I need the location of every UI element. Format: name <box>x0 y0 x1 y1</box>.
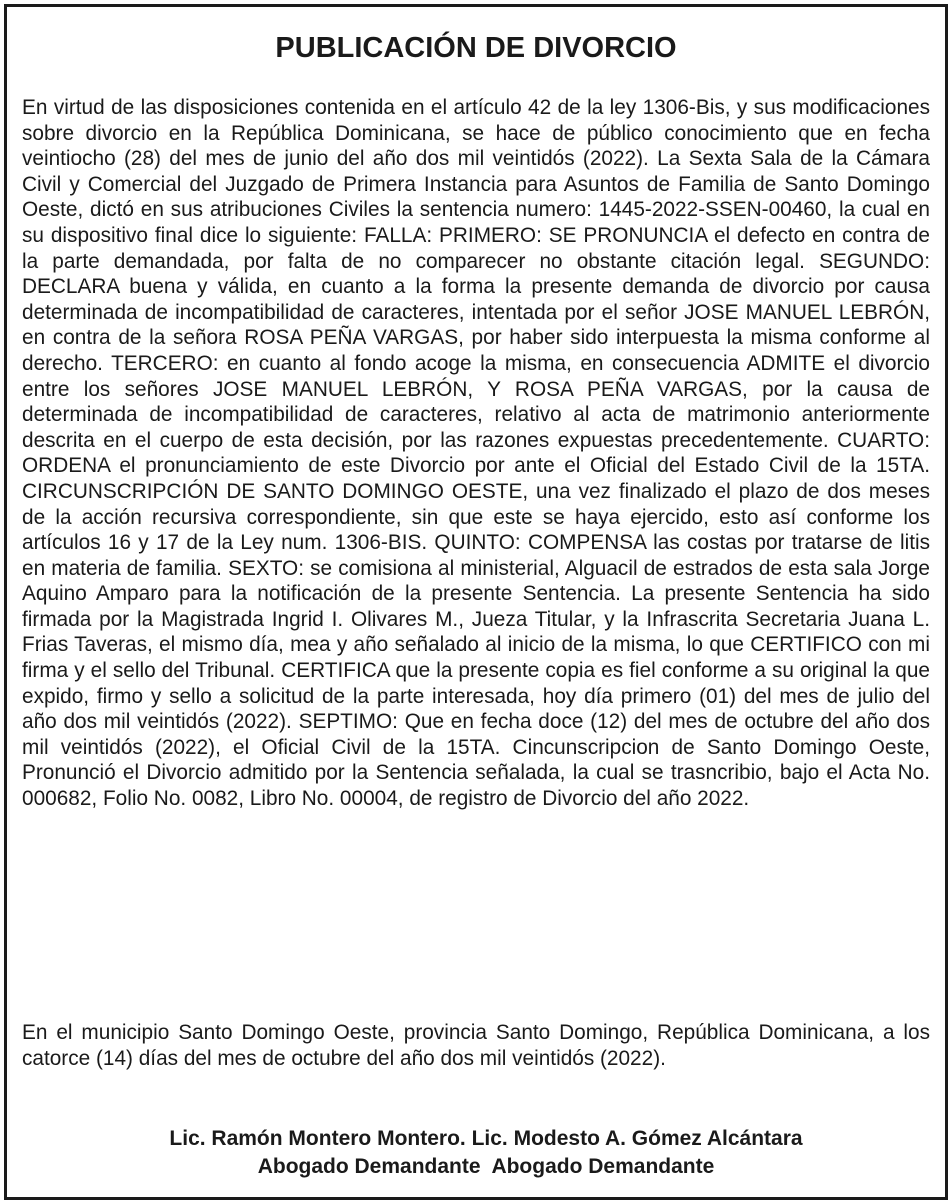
notice-frame <box>4 4 948 1200</box>
notice-body: En virtud de las disposiciones contenida en el artículo 42 de la ley 1306-Bis, y sus modificaciones sobre divorcio en la República Dominicana, se hace de público conocimiento que en fecha veintiocho (28) del mes de junio del año dos mil veintidós (2022). La Sexta Sala de la Cámara Civil y Comercial del Juzgado de Primera Instancia para Asuntos de Familia de Santo Domingo Oeste, dictó en sus atribuciones Civiles la sentencia numero: 1445-2022-SSEN-00460, la cual en su dispositivo final dice lo siguiente: FALLA: PRIMERO: SE PRONUNCIA el defecto en contra de la parte demandada, por falta de no comparecer no obstante citación legal. SEGUNDO: DECLARA buena y válida, en cuanto a la forma la presente demanda de divorcio por causa determinada de incompatibilidad de caracteres, intentada por el señor JOSE MANUEL LEBRÓN, en contra de la señora ROSA PEÑA VARGAS, por haber sido interpuesta la misma conforme al derecho. TERCERO: en cuanto al fondo acoge la misma, en consecuencia ADMITE el divorcio entre los señores JOSE MANUEL LEBRÓN, Y ROSA PEÑA VARGAS, por la causa de determinada de incompatibilidad de caracteres, relativo al acta de matrimonio anteriormente descrita en el cuerpo de esta decisión, por las razones expuestas precedentemente. CUARTO: ORDENA el pronunciamiento de este Divorcio por ante el Oficial del Estado Civil de la 15TA. CIRCUNSCRIPCIÓN DE SANTO DOMINGO OESTE, una vez finalizado el plazo de dos meses de la acción recursiva correspondiente, sin que este se haya ejercido, esto así conforme los artículos 16 y 17 de la Ley num. 1306-BIS. QUINTO: COMPENSA las costas por tratarse de litis en materia de familia. SEXTO: se comisiona al ministerial, Alguacil de estrados de esta sala Jorge Aquino Amparo para la notificación de la presente Sentencia. La presente Sentencia ha sido firmada por la Magistrada Ingrid I. Olivares M., Jueza Titular, y la Infrascrita Secretaria Juana L. Frias Taveras, el mismo día, mea y año señalado al inicio de la misma, lo que CERTIFICO con mi firma y el sello del Tribunal. CERTIFICA que la presente copia es fiel conforme a su original la que expido, firmo y sello a solicitud de la parte interesada, hoy día primero (01) del mes de julio del año dos mil veintidós (2022). SEPTIMO: Que en fecha doce (12) del mes de octubre del año dos mil veintidós (2022), el Oficial Civil de la 15TA. Cincunscripcion de Santo Domingo Oeste, Pronunció el Divorcio admitido por la Sentencia señalada, la cual se trasncribio, bajo el Acta No. 000682, Folio No. 0082, Libro No. 00004, de registro de Divorcio del año 2022. <box>22 96 930 811</box>
signature-names: Lic. Ramón Montero Montero. Lic. Modesto A. Gómez Alcántara <box>169 1127 803 1150</box>
notice-closing: En el municipio Santo Domingo Oeste, provincia Santo Domingo, República Dominicana, a los catorce (14) días del mes de octubre del año dos mil veintidós (2022). <box>22 1021 930 1070</box>
signature-roles: Abogado Demandante Abogado Demandante <box>257 1155 715 1178</box>
notice-title: PUBLICACIÓN DE DIVORCIO <box>275 32 677 64</box>
signature-block <box>7 1125 952 1181</box>
